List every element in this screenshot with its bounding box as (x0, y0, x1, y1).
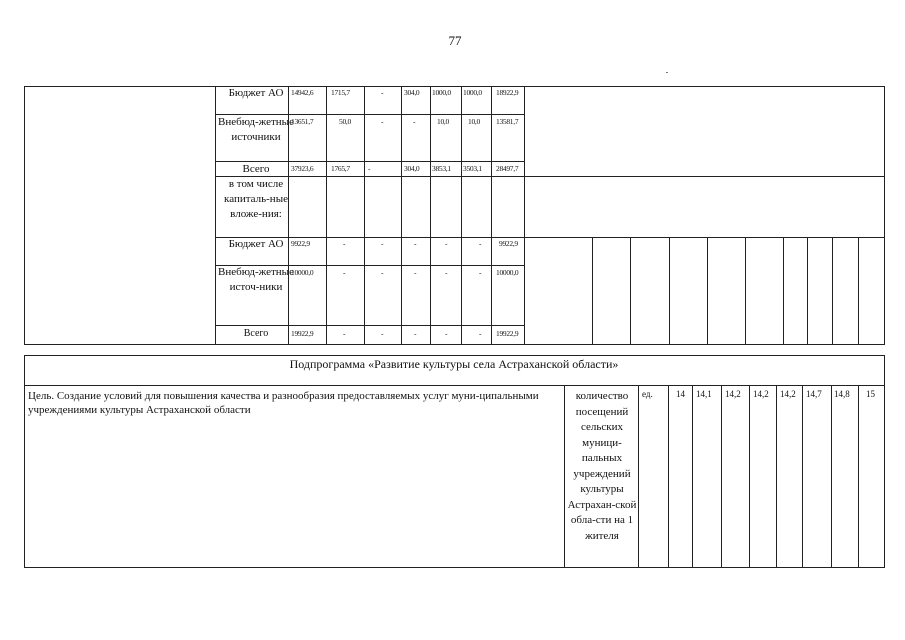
table-cell: 1715,7 (331, 88, 350, 97)
table-cell: 3503,1 (463, 164, 482, 173)
grid-line (858, 237, 859, 345)
grid-line (749, 385, 750, 568)
table-cell: - (414, 239, 417, 248)
grid-line (807, 237, 808, 345)
scan-speck (666, 72, 668, 73)
grid-line (524, 86, 525, 345)
table-cell: - (445, 268, 448, 277)
table-cell: 13651,7 (291, 117, 314, 126)
grid-line (669, 237, 670, 345)
table-cell: - (381, 88, 384, 97)
table-cell: - (381, 329, 384, 338)
table-cell: - (343, 329, 346, 338)
row-label: Внебюд-жетные источ-ники (218, 266, 294, 293)
grid-line (783, 237, 784, 345)
grid-line (491, 86, 492, 345)
table-cell: 13581,7 (496, 117, 519, 126)
grid-line (692, 385, 693, 568)
table-cell: - (414, 268, 417, 277)
indicator-unit: ед. (642, 389, 653, 399)
row-label: Внебюд-жетные источники (218, 116, 294, 143)
table-cell: - (479, 329, 482, 338)
grid-line (630, 237, 631, 345)
indicator-value: 14,1 (696, 389, 712, 399)
table-cell: 9922,9 (499, 239, 518, 248)
table-cell: - (343, 239, 346, 248)
table-cell: - (381, 239, 384, 248)
table-cell: - (368, 164, 371, 173)
table-cell: - (343, 268, 346, 277)
row-label: Всего (243, 328, 269, 339)
page-number: 77 (448, 33, 462, 48)
table-cell: - (414, 329, 417, 338)
grid-line (721, 385, 722, 568)
table-cell: - (413, 117, 416, 126)
table-cell: 9922,9 (291, 239, 310, 248)
grid-line (24, 385, 885, 386)
table-cell: 1000,0 (463, 88, 482, 97)
table-cell: 14942,6 (291, 88, 314, 97)
goal-text: Цель. Создание условий для повышения качества и разнообразия предоставляемых услуг муни-ципальными учреждениями культуры Астраханской области (28, 390, 539, 416)
indicator-value: 14 (676, 389, 685, 399)
indicator-value: 14,7 (806, 389, 822, 399)
indicator-value: 14,2 (753, 389, 769, 399)
table-cell: 10000,0 (496, 268, 519, 277)
grid-line (215, 237, 885, 238)
table-border (24, 355, 885, 568)
indicator-name: количество посещений сельских муници-пальных учреждений культуры Астрахан-ской обла-сти на 1 жителя (567, 390, 637, 542)
indicator-value: 14,8 (834, 389, 850, 399)
grid-line (326, 86, 327, 345)
grid-line (858, 385, 859, 568)
table-cell: 1000,0 (432, 88, 451, 97)
table-cell: 19922,9 (291, 329, 314, 338)
grid-line (832, 237, 833, 345)
table-cell: 304,0 (404, 164, 420, 173)
table-cell: 304,0 (404, 88, 420, 97)
table-border (24, 86, 885, 345)
table-cell: 10000,0 (291, 268, 314, 277)
table-cell: - (381, 117, 384, 126)
indicator-value: 14,2 (780, 389, 796, 399)
table-cell: 10,0 (437, 117, 449, 126)
table-cell: 50,0 (339, 117, 351, 126)
grid-line (364, 86, 365, 345)
table-cell: 3853,1 (432, 164, 451, 173)
table-cell: 28497,7 (496, 164, 519, 173)
table-cell: - (445, 239, 448, 248)
grid-line (215, 176, 885, 177)
grid-line (401, 86, 402, 345)
table-cell: 19922,9 (496, 329, 519, 338)
row-label: Всего (242, 163, 270, 175)
grid-line (776, 385, 777, 568)
grid-line (668, 385, 669, 568)
table-cell: 10,0 (468, 117, 480, 126)
subprogram-title: Подпрограмма «Развитие культуры села Астраханской области» (289, 357, 619, 371)
grid-line (745, 237, 746, 345)
grid-line (564, 385, 565, 568)
table-cell: - (445, 329, 448, 338)
table-cell: - (479, 268, 482, 277)
grid-line (592, 237, 593, 345)
table-cell: 37923,6 (291, 164, 314, 173)
row-label: Бюджет АО (228, 87, 284, 99)
indicator-value: 14,2 (725, 389, 741, 399)
row-label: Бюджет АО (228, 238, 284, 250)
grid-line (707, 237, 708, 345)
grid-line (802, 385, 803, 568)
table-cell: - (479, 239, 482, 248)
grid-line (430, 86, 431, 345)
grid-line (638, 385, 639, 568)
grid-line (831, 385, 832, 568)
table-cell: 1765,7 (331, 164, 350, 173)
table-cell: 18922,9 (496, 88, 519, 97)
indicator-value: 15 (866, 389, 875, 399)
row-label: в том числе капиталь-ные вложе-ния: (224, 178, 288, 220)
grid-line (461, 86, 462, 345)
table-cell: - (381, 268, 384, 277)
